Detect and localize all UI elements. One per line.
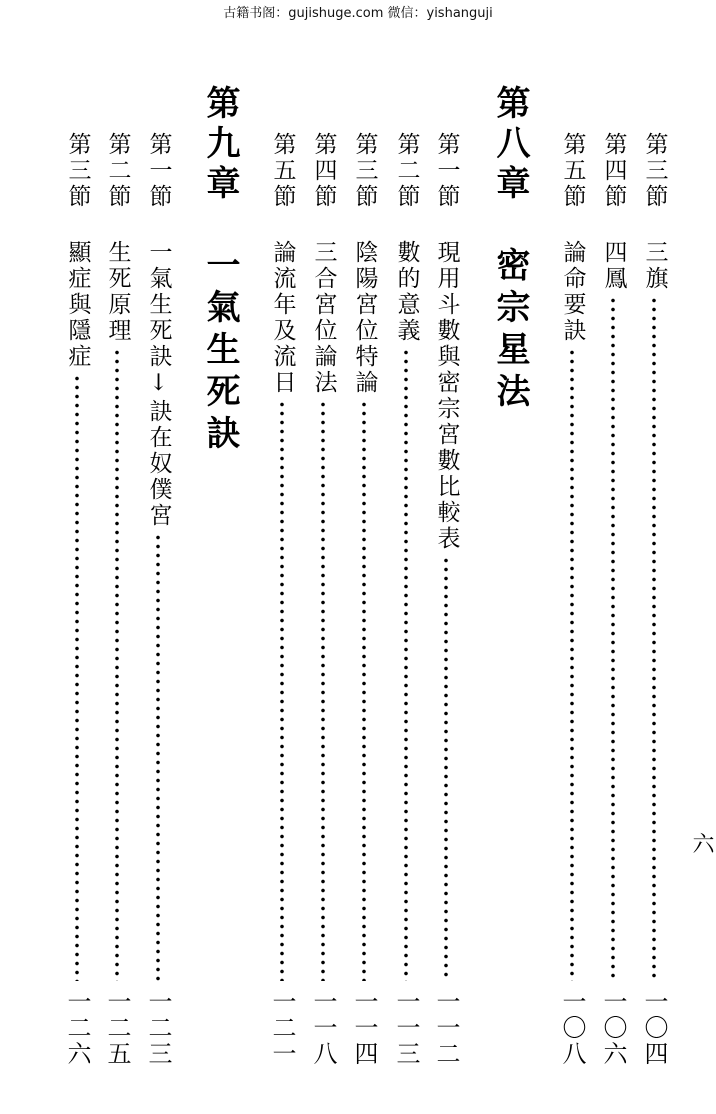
toc-entry[interactable] [141, 132, 175, 1067]
section-number: 第五節 [559, 132, 586, 210]
section-number: 第二節 [104, 132, 131, 210]
section-title: 三旗 [641, 240, 668, 292]
toc-entry[interactable] [347, 132, 381, 1067]
section-title: 陰陽宮位特論 [351, 240, 378, 396]
section-title: 四鳳 [600, 240, 627, 292]
section-number: 第二節 [393, 132, 420, 210]
toc-entry[interactable] [100, 132, 134, 1067]
section-number: 第一節 [433, 132, 460, 210]
page-ref: 一一三 [392, 989, 420, 1067]
section-title: 數的意義 [393, 240, 420, 344]
page-ref: 一二一 [268, 989, 296, 1067]
section-number: 第一節 [145, 132, 172, 210]
chapter-label: 第八章 [490, 85, 530, 205]
section-title: 顯症與隱症 [64, 240, 91, 370]
dot-leader [569, 348, 575, 981]
section-title: 論流年及流日 [269, 240, 296, 396]
section-title: 一氣生死訣↓訣在奴僕宮 [145, 240, 172, 529]
page-ref: 一一八 [309, 989, 337, 1067]
page-ref: 一一四 [350, 989, 378, 1067]
chapter-heading[interactable] [487, 85, 533, 415]
section-title: 現用斗數與密宗宮數比較表 [433, 240, 460, 552]
dot-leader [74, 374, 80, 981]
page-ref: 一〇四 [640, 989, 668, 1067]
toc-entry[interactable] [429, 132, 463, 1067]
page-ref: 一二五 [103, 989, 131, 1067]
chapter-title: 密宗星法 [490, 247, 530, 415]
dot-leader [610, 296, 616, 981]
toc-entry[interactable] [306, 132, 340, 1067]
dot-leader [155, 533, 161, 981]
page-ref: 一二三 [144, 989, 172, 1067]
dot-leader [361, 400, 367, 981]
dot-leader [443, 556, 449, 981]
toc-entry[interactable] [265, 132, 299, 1067]
watermark: 古籍书阁：gujishuge.com 微信：yishanguji [223, 6, 493, 21]
page-ref: 一一二 [432, 989, 460, 1067]
dot-leader [403, 348, 409, 981]
dot-leader [651, 296, 657, 981]
section-number: 第三節 [351, 132, 378, 210]
toc-entry[interactable] [60, 132, 94, 1067]
toc-entry[interactable] [555, 132, 589, 1067]
section-number: 第三節 [64, 132, 91, 210]
section-number: 第四節 [600, 132, 627, 210]
section-title: 三合宮位論法 [310, 240, 337, 396]
section-number: 第三節 [641, 132, 668, 210]
toc-entry[interactable] [596, 132, 630, 1067]
chapter-title: 一氣生死訣 [200, 247, 240, 457]
chapter-heading[interactable] [197, 85, 243, 457]
section-title: 論命要訣 [559, 240, 586, 344]
page-number: 六 [689, 832, 714, 857]
section-number: 第五節 [269, 132, 296, 210]
toc-entry[interactable] [389, 132, 423, 1067]
page-ref: 一〇八 [558, 989, 586, 1067]
page-ref: 一二六 [63, 989, 91, 1067]
chapter-label: 第九章 [200, 85, 240, 205]
dot-leader [114, 348, 120, 981]
dot-leader [320, 400, 326, 981]
toc-entry[interactable] [637, 132, 671, 1067]
dot-leader [279, 400, 285, 981]
section-number: 第四節 [310, 132, 337, 210]
section-title: 生死原理 [104, 240, 131, 344]
page-ref: 一〇六 [599, 989, 627, 1067]
